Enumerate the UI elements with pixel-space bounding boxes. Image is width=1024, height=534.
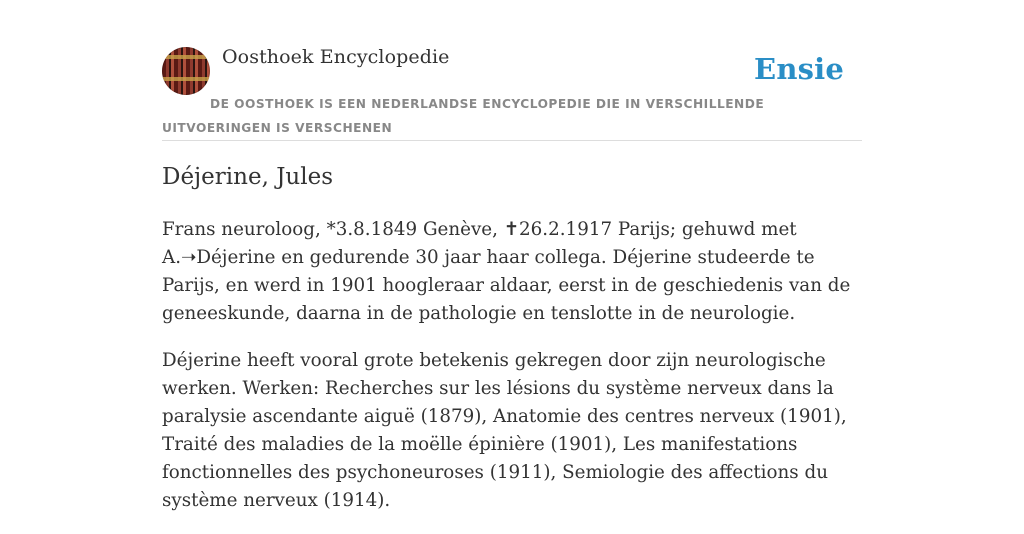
encyclopedia-avatar[interactable] — [162, 47, 210, 95]
article-paragraph: Déjerine heeft vooral grote betekenis gekregen door zijn neurologische werken. Werken: Recherches sur les lésions du système nerveux dans la paralysie ascendante aiguë (1879), Anatomie des centres nerveux (1901), Traité des maladies de la moëlle épinière (1901), Les manifestations fonctionnelles des psychoneuroses (1911), Semiologie des affections du système nerveux (1914). — [162, 350, 847, 511]
article-paragraph: Frans neuroloog, *3.8.1849 Genève, ✝26.2.1917 Parijs; gehuwd met A.➝Déjerine en gedurende 30 jaar haar collega. Déjerine studeerde te Parijs, en werd in 1901 hoogleraar aldaar, eerst in de geschiedenis van de geneeskunde, daarna in de pathologie en tenslotte in de neurologie. — [162, 219, 851, 324]
site-header — [162, 46, 862, 141]
article-body — [162, 216, 862, 534]
avatar-decoration — [162, 77, 210, 81]
site-tagline: DE OOSTHOEK IS EEN NEDERLANDSE ENCYCLOPEDIE DIE IN VERSCHILLENDE UITVOERINGEN IS VERSCHENEN — [162, 97, 765, 135]
site-header-container — [162, 46, 862, 141]
ensie-logo-link[interactable]: Ensie — [754, 52, 844, 86]
article-title: Déjerine, Jules — [162, 164, 333, 190]
site-name-link[interactable]: Oosthoek Encyclopedie — [222, 46, 450, 68]
avatar-decoration — [162, 55, 210, 59]
